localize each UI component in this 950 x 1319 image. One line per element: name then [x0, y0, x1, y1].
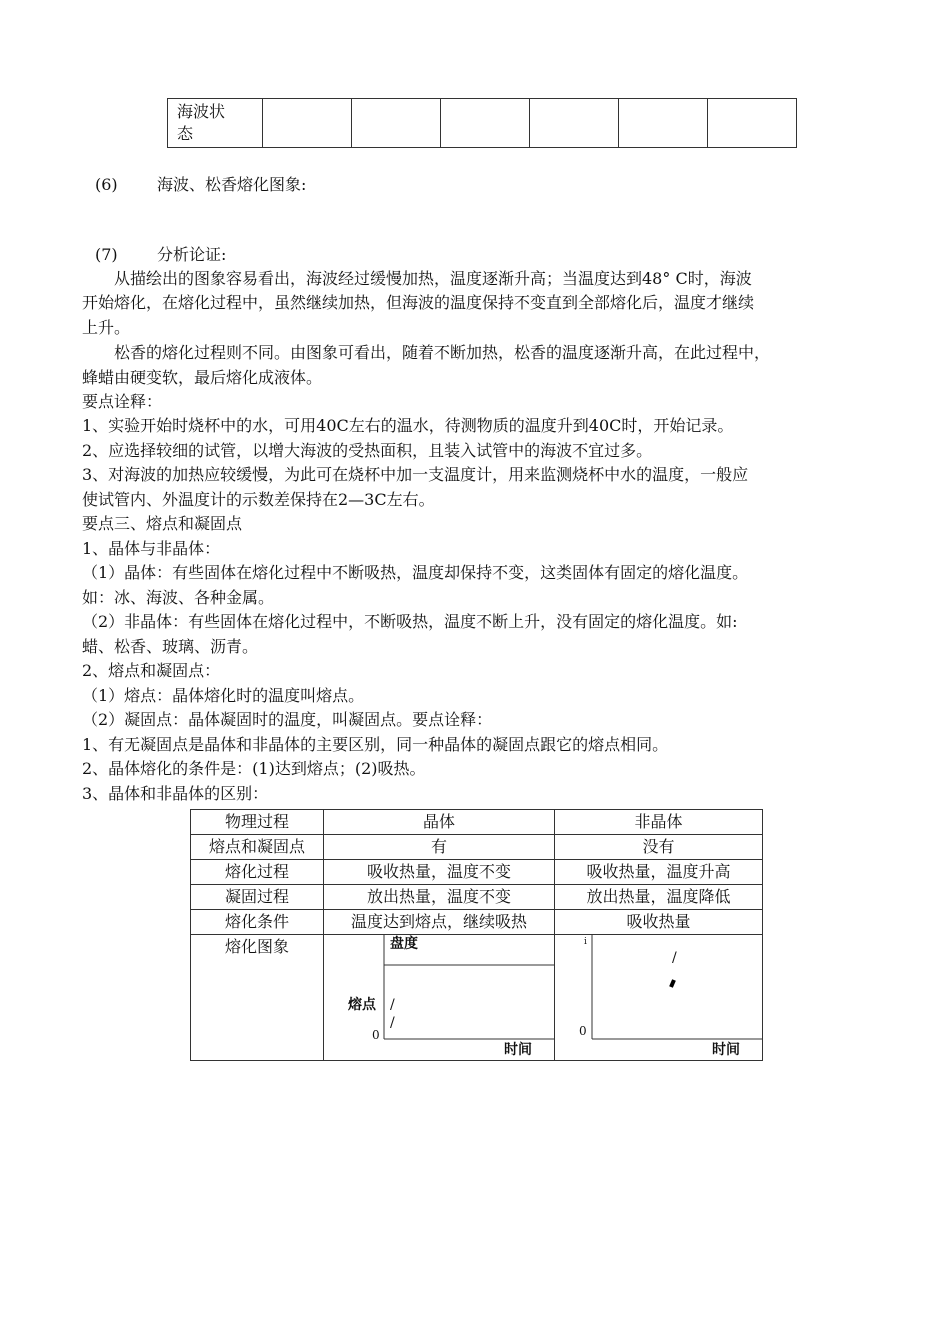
table-cell: 吸收热量，温度不变 — [324, 860, 555, 885]
paragraph-line: 从描绘出的图象容易看出，海波经过缓慢加热，温度逐渐升高；当温度达到48° C时，海波 — [114, 269, 752, 288]
section-7-title: 分析论证: — [157, 245, 227, 264]
paragraph-line: 3、晶体和非晶体的区别： — [82, 784, 269, 803]
table-cell — [530, 99, 619, 148]
section-6-number: (6) — [95, 175, 118, 194]
table-cell: 放出热量，温度不变 — [324, 885, 555, 910]
header-cell: 非晶体 — [555, 810, 763, 835]
x-axis-label: 时间 — [712, 1042, 740, 1058]
paragraph-line: 蜡、松香、玻璃、沥青。 — [82, 637, 259, 656]
table-cell — [352, 99, 441, 148]
row-header-line-1: 海波状 — [177, 102, 226, 121]
paragraph-line: 2、应选择较细的试管，以增大海波的受热面积，且装入试管中的海波不宜过多。 — [82, 441, 653, 460]
x-axis-label: 时间 — [504, 1042, 532, 1058]
table-cell — [619, 99, 708, 148]
header-cell: 物理过程 — [191, 810, 324, 835]
observation-table — [167, 98, 797, 148]
paragraph-line: （2）非晶体：有些固体在熔化过程中，不断吸热，温度不断上升，没有固定的熔化温度。如: — [82, 612, 738, 631]
paragraph-line: 使试管内、外温度计的示数差保持在2—3C左右。 — [82, 490, 435, 509]
table-cell: 凝固过程 — [191, 885, 324, 910]
paragraph-line: 松香的熔化过程则不同。由图象可看出，随着不断加热，松香的温度逐渐升高，在此过程中， — [114, 343, 771, 362]
origin-label: 0 — [579, 1024, 587, 1038]
paragraph-line: 1、有无凝固点是晶体和非晶体的主要区别，同一种晶体的凝固点跟它的熔点相同。 — [82, 735, 669, 754]
table-row — [191, 835, 763, 860]
row-header-line-2: 态 — [177, 124, 194, 143]
curve-mark: / — [390, 1015, 395, 1031]
graph-row — [191, 935, 763, 1061]
paragraph-line: 蜂蜡由硬变软，最后熔化成液体。 — [82, 368, 323, 387]
paragraph-line: 3、对海波的加热应较缓慢，为此可在烧杯中加一支温度计，用来监测烧杯中水的温度，一般应 — [82, 465, 749, 484]
table-row — [191, 885, 763, 910]
paragraph-line: 开始熔化，在熔化过程中，虽然继续加热，但海波的温度保持不变直到全部熔化后，温度才继续 — [82, 293, 755, 312]
paragraph-line: 2、晶体熔化的条件是：(1)达到熔点；(2)吸热。 — [82, 759, 426, 778]
paragraph-line: 1、实验开始时烧杯中的水，可用40C左右的温水，待测物质的温度升到40C时，开始记录。 — [82, 416, 734, 435]
table-cell: 熔点和凝固点 — [191, 835, 324, 860]
table-cell: 熔化条件 — [191, 910, 324, 935]
curve-mark: / — [672, 950, 677, 966]
crystal-graph-cell — [324, 935, 555, 1061]
section-6-title: 海波、松香熔化图象: — [157, 175, 307, 194]
section-heading: 要点三、熔点和凝固点 — [82, 514, 243, 533]
paragraph-line: 2、熔点和凝固点： — [82, 661, 221, 680]
melting-point-label: 熔点 — [348, 997, 376, 1013]
table-cell: 熔化过程 — [191, 860, 324, 885]
crystal-graph — [324, 935, 554, 1060]
table-cell: 吸收热量，温度升高 — [555, 860, 763, 885]
table-header-row — [191, 810, 763, 835]
table-cell: 没有 — [555, 835, 763, 860]
table-cell: 放出热量，温度降低 — [555, 885, 763, 910]
amorphous-graph — [555, 935, 762, 1060]
paragraph-line: 上升。 — [82, 318, 131, 337]
row-header — [168, 99, 263, 148]
paragraph-line: 要点诠释： — [82, 392, 163, 411]
curve-mark: / — [390, 997, 395, 1013]
paragraph-line: （1）熔点：晶体熔化时的温度叫熔点。 — [82, 686, 365, 705]
origin-label: 0 — [372, 1028, 380, 1042]
table-cell: 有 — [324, 835, 555, 860]
y-axis-label: 盘度 — [390, 936, 418, 952]
amorphous-graph-cell — [555, 935, 763, 1061]
curve-segment — [671, 980, 674, 987]
crystal-comparison-table — [190, 809, 763, 1061]
section-7-number: (7) — [95, 245, 118, 264]
y-axis-label: i — [584, 937, 587, 947]
paragraph-line: 1、晶体与非晶体： — [82, 539, 221, 558]
table-cell: 吸收热量 — [555, 910, 763, 935]
paragraph-line: （2）凝固点：晶体凝固时的温度，叫凝固点。要点诠释： — [82, 710, 493, 729]
table-cell — [263, 99, 352, 148]
paragraph-line: 如：冰、海波、各种金属。 — [82, 588, 275, 607]
graph-label-cell: 熔化图象 — [191, 935, 324, 1061]
table-cell — [441, 99, 530, 148]
table-cell — [708, 99, 797, 148]
header-cell: 晶体 — [324, 810, 555, 835]
paragraph-line: （1）晶体：有些固体在熔化过程中不断吸热，温度却保持不变，这类固体有固定的熔化温度。 — [82, 563, 749, 582]
table-cell: 温度达到熔点，继续吸热 — [324, 910, 555, 935]
table-row — [191, 860, 763, 885]
table-row — [191, 910, 763, 935]
